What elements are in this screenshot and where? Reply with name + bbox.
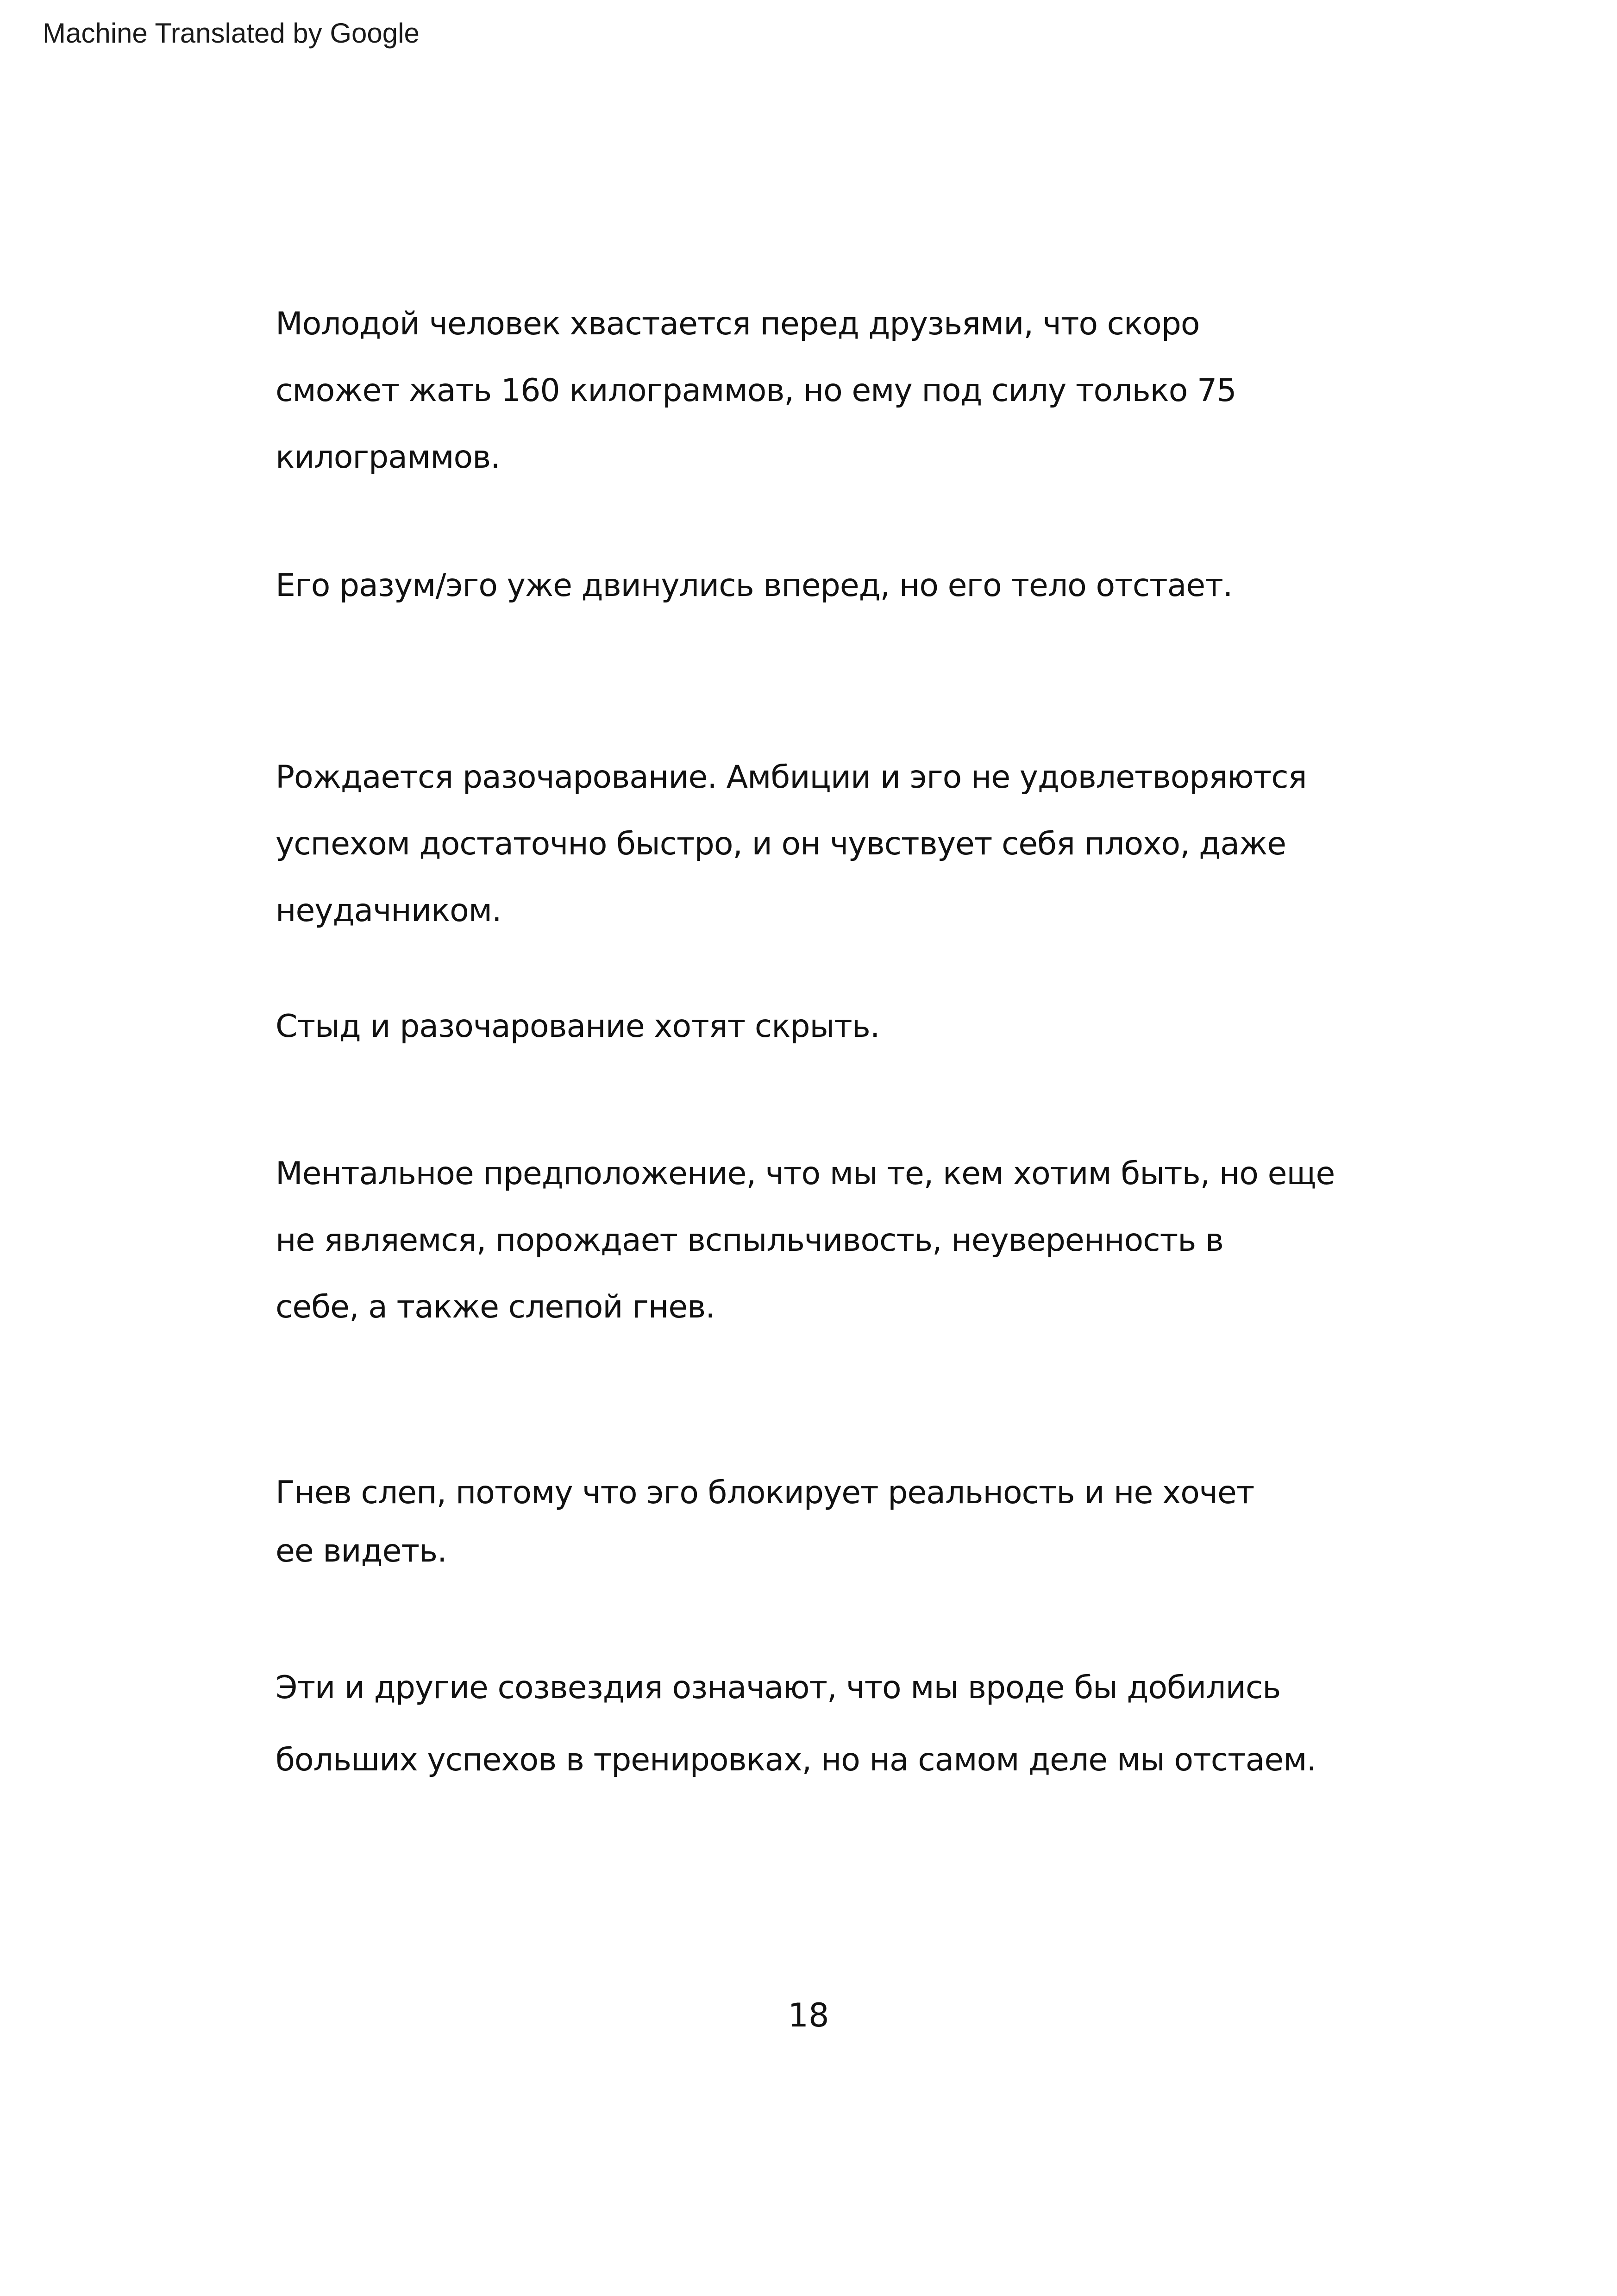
paragraph-line: себе, а также слепой гнев. [276, 1289, 715, 1325]
paragraph-anger-blind [276, 1464, 1378, 1581]
paragraph-mental-assumption [276, 1141, 1378, 1341]
paragraph-line: сможет жать 160 килограммов, но ему под силу только 75 [276, 372, 1236, 409]
paragraph-line: Молодой человек хвастается перед друзьями, что скоро [276, 306, 1200, 342]
page-number: 18 [788, 1996, 829, 2034]
paragraph-frustration [276, 744, 1378, 944]
paragraph-line: Рождается разочарование. Амбиции и эго не удовлетворяются [276, 759, 1307, 796]
paragraph-line: не являемся, порождает вспыльчивость, неуверенность в [276, 1222, 1223, 1259]
paragraph-line: неудачником. [276, 892, 501, 929]
paragraph-line: Ментальное предположение, что мы те, кем хотим быть, но еще [276, 1155, 1335, 1192]
paragraph-line: больших успехов в тренировках, но на самом деле мы отстаем. [276, 1742, 1316, 1778]
paragraph-bragging [276, 291, 1378, 491]
paragraph-line: Его разум/эго уже двинулись вперед, но его тело отстает. [276, 567, 1233, 604]
paragraph-constellations [276, 1652, 1378, 1796]
machine-translation-banner: Machine Translated by Google [43, 18, 420, 49]
paragraph-shame [276, 993, 1378, 1060]
paragraph-line: Эти и другие созвездия означают, что мы вроде бы добились [276, 1669, 1281, 1706]
paragraph-line: Стыд и разочарование хотят скрыть. [276, 1008, 880, 1045]
paragraph-mind-ego [276, 552, 1378, 619]
paragraph-line: Гнев слеп, потому что эго блокирует реальность и не хочет [276, 1474, 1254, 1511]
paragraph-line: килограммов. [276, 439, 500, 476]
paragraph-line: успехом достаточно быстро, и он чувствует себя плохо, даже [276, 826, 1286, 862]
paragraph-line: ее видеть. [276, 1533, 447, 1569]
